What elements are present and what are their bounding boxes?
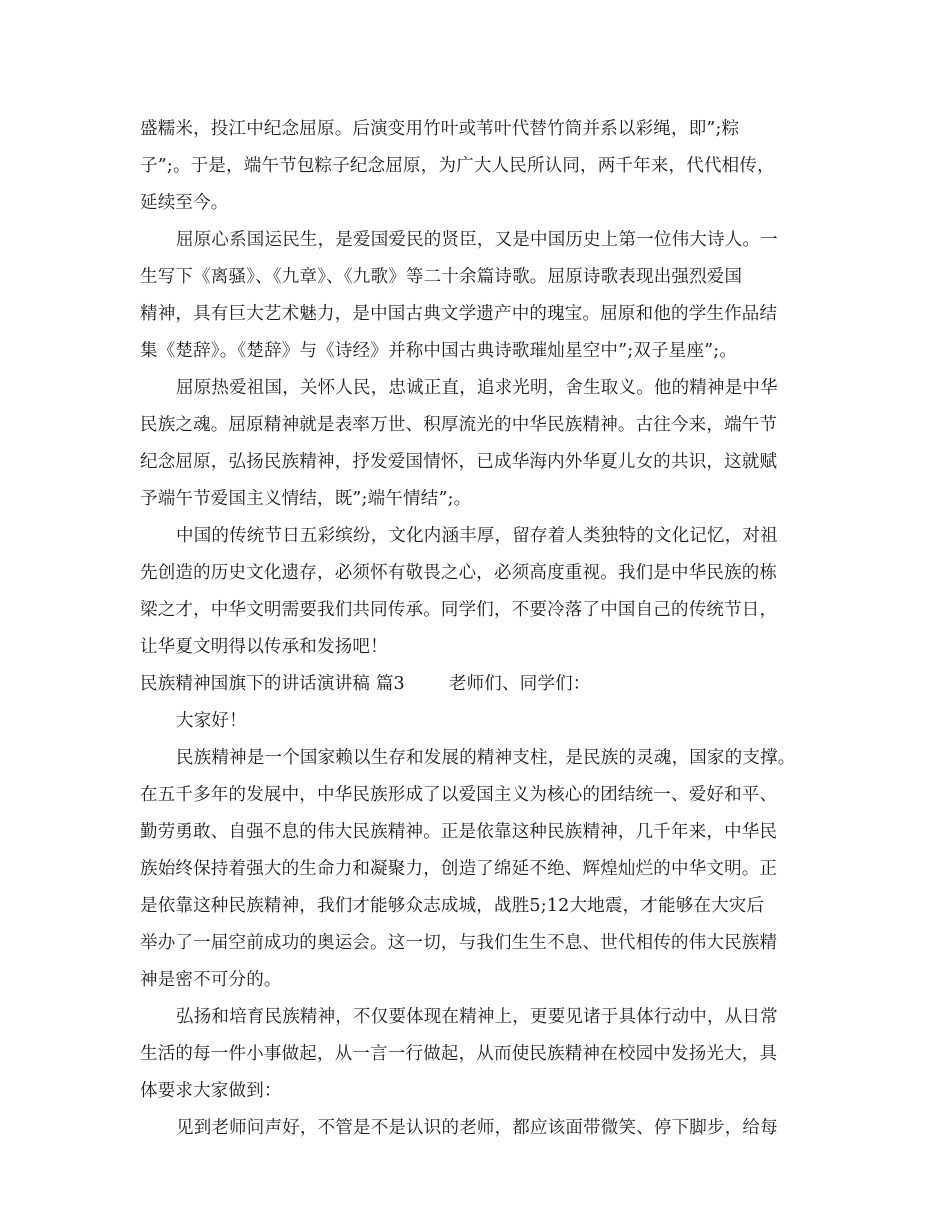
section-greeting: 老师们、同学们： (448, 674, 591, 694)
text-line: 让华夏文明得以传承和发扬吧！ (140, 637, 388, 657)
text-line: 延续至今。 (140, 193, 229, 213)
text-line: 梁之才，中华文明需要我们共同传承。同学们，不要冷落了中国自己的传统节日， (140, 600, 778, 620)
text-line: 族始终保持着强大的生命力和凝聚力，创造了绵延不绝、辉煌灿烂的中华文明。正 (140, 859, 778, 879)
text-line: 在五千多年的发展中，中华民族形成了以爱国主义为核心的团结统一、爱好和平、 (140, 785, 778, 805)
text-line: 子”;。于是，端午节包粽子纪念屈原，为广大人民所认同，两千年来，代代相传， (140, 156, 775, 176)
paragraph-start-line: 中国的传统节日五彩缤纷，文化内涵丰厚，留存着人类独特的文化记忆，对祖 (176, 526, 778, 546)
paragraph-start-line: 民族精神是一个国家赖以生存和发展的精神支柱，是民族的灵魂，国家的支撑。 (176, 748, 796, 768)
text-line: 生活的每一件小事做起，从一言一行做起，从而使民族精神在校园中发扬光大，具 (140, 1044, 778, 1064)
text-line: 体要求大家做到： (140, 1081, 282, 1101)
text-line: 盛糯米，投江中纪念屈原。后演变用竹叶或苇叶代替竹筒并系以彩绳，即”;粽 (140, 119, 740, 139)
text-line: 神是密不可分的。 (140, 970, 282, 990)
text-line: 是依靠这种民族精神，我们才能够众志成城，战胜5;12大地震，才能够在大灾后 (140, 896, 765, 916)
salutation-line: 大家好！ (176, 711, 247, 731)
text-line: 予端午节爱国主义情结，既”;端午情结”;。 (140, 489, 472, 509)
section-heading (140, 673, 591, 695)
paragraph-start-line: 屈原热爱祖国，关怀人民，忠诚正直，追求光明，舍生取义。他的精神是中华 (176, 378, 778, 398)
paragraph-start-line: 屈原心系国运民生，是爱国爱民的贤臣，又是中国历史上第一位伟大诗人。一 (176, 230, 778, 250)
paragraph-start-line: 弘扬和培育民族精神，不仅要体现在精神上，更要见诸于具体行动中，从日常 (176, 1007, 778, 1027)
text-line: 先创造的历史文化遗存，必须怀有敬畏之心，必须高度重视。我们是中华民族的栋 (140, 563, 778, 583)
section-title: 民族精神国旗下的讲话演讲稿 篇3 (140, 674, 405, 694)
paragraph-start-line: 见到老师问声好，不管是不是认识的老师，都应该面带微笑、停下脚步，给每 (176, 1118, 778, 1138)
text-line: 生写下《离骚》、《九章》、《九歌》等二十余篇诗歌。屈原诗歌表现出强烈爱国 (140, 267, 743, 287)
text-line: 纪念屈原，弘扬民族精神，抒发爱国情怀，已成华海内外华夏儿女的共识，这就赋 (140, 452, 778, 472)
text-line: 举办了一届空前成功的奥运会。这一切，与我们生生不息、世代相传的伟大民族精 (140, 933, 778, 953)
text-line: 精神，具有巨大艺术魅力，是中国古典文学遗产中的瑰宝。屈原和他的学生作品结 (140, 304, 778, 324)
text-line: 勤劳勇敢、自强不息的伟大民族精神。正是依靠这种民族精神，几千年来，中华民 (140, 822, 778, 842)
text-line: 民族之魂。屈原精神就是表率万世、积厚流光的中华民族精神。古往今来，端午节 (140, 415, 778, 435)
text-line: 集《楚辞》。《楚辞》与《诗经》并称中国古典诗歌璀灿星空中”;双子星座”;。 (140, 341, 738, 361)
